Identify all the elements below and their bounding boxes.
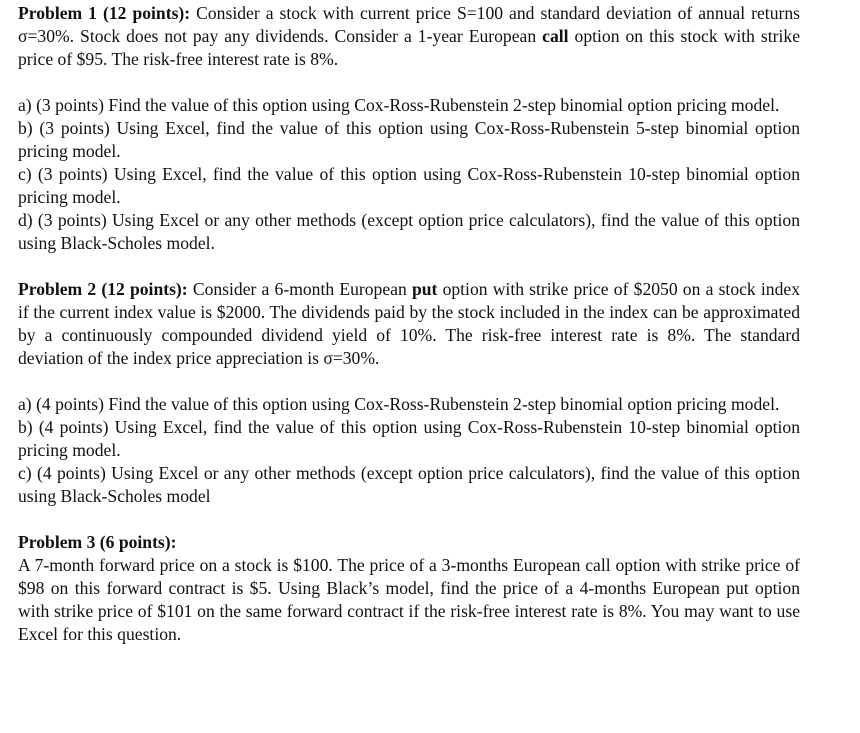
problem-3-heading-text: Problem 3 (6 points):: [18, 532, 177, 552]
problem-1-intro-text: Consider a stock with current price S=100 and standard deviation of annual returns σ=30%. Stock does not pay any dividends. Consider a 1-year European: [18, 3, 800, 46]
problem-2-heading: Problem 2 (12 points):: [18, 279, 188, 299]
spacer: [18, 71, 800, 94]
spacer: [18, 255, 800, 278]
problem-2-intro-text-end: option with strike price of $2050 on a stock index if the current index value is $2000. The dividends paid by the stock included in the index can be approximated by a continuously compounded dividend yield of 10%. The risk-free interest rate is 8%. The standard deviation of the index price appreciation is σ=30%.: [18, 279, 800, 368]
problem-1-option-type: call: [542, 26, 569, 46]
problem-1-item-a: a) (3 points) Find the value of this option using Cox-Ross-Rubenstein 2-step binomial option pricing model.: [18, 95, 780, 115]
problem-1-intro-text-end: option on this stock with strike price of $95. The risk-free interest rate is 8%.: [18, 26, 800, 69]
problem-2-item-a: a) (4 points) Find the value of this option using Cox-Ross-Rubenstein 2-step binomial option pricing model.: [18, 394, 780, 414]
problem-2-option-type: put: [411, 279, 438, 299]
problem-1-item-d: d) (3 points) Using Excel or any other methods (except option price calculators), find the value of this option using Black-Scholes model.: [18, 210, 800, 253]
problem-2-item-c: c) (4 points) Using Excel or any other methods (except option price calculators), find the value of this option using Black-Scholes model: [18, 463, 800, 506]
problem-1-heading: Problem 1 (12 points):: [18, 3, 191, 23]
problem-1-item-c: c) (3 points) Using Excel, find the value of this option using Cox-Ross-Rubenstein 10-step binomial option pricing model.: [18, 164, 800, 207]
problem-1-item-b: b) (3 points) Using Excel, find the value of this option using Cox-Ross-Rubenstein 5-step binomial option pricing model.: [18, 118, 800, 161]
problem-2-item-b: b) (4 points) Using Excel, find the value of this option using Cox-Ross-Rubenstein 10-step binomial option pricing model.: [18, 417, 800, 460]
spacer: [18, 370, 800, 393]
problem-3-body: A 7-month forward price on a stock is $100. The price of a 3-months European call option with strike price of $98 on this forward contract is $5. Using Black’s model, find the price of a 4-months European put option with strike price of $101 on the same forward contract if the risk-free interest rate is 8%. You may want to use Excel for this question.: [18, 555, 800, 644]
problem-3-heading: [18, 531, 800, 554]
spacer: [18, 508, 800, 531]
problem-2-intro-text: Consider a 6-month European: [187, 279, 412, 299]
problem-2-intro: [18, 278, 800, 370]
problem-1-intro: [18, 2, 800, 71]
